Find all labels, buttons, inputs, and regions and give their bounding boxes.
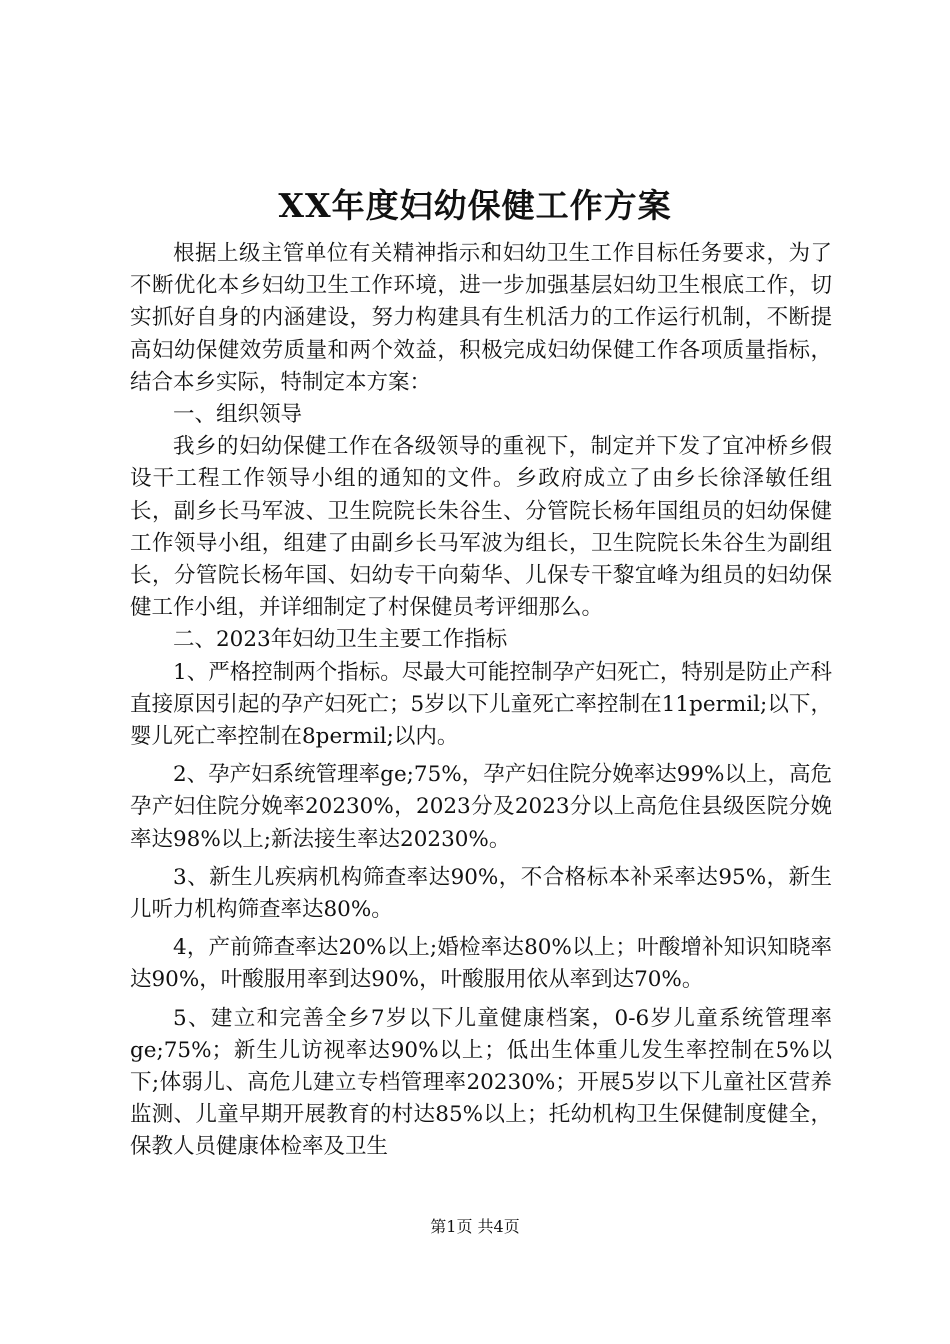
indicator-item-4: 4，产前筛查率达20%以上;婚检率达80%以上；叶酸增补知识知晓率达90%，叶酸服用率到达90%，叶酸服用依从率到达70%。 [130, 935, 832, 993]
document-title: XX年度妇幼保健工作方案 [278, 186, 672, 225]
intro-paragraph: 根据上级主管单位有关精神指示和妇幼卫生工作目标任务要求，为了不断优化本乡妇幼卫生工作环境，进一步加强基层妇幼卫生根底工作，切实抓好自身的内涵建设，努力构建具有生机活力的工作运行机制，不断提高妇幼保健效劳质量和两个效益，积极完成妇幼保健工作各项质量指标，结合本乡实际，特制定本方案： [130, 241, 832, 395]
section-heading-indicators: 二、2023年妇幼卫生主要工作指标 [173, 627, 508, 653]
page-number-footer: 第1页 共4页 [430, 1217, 520, 1236]
section-heading-organization: 一、组织领导 [173, 402, 303, 428]
document-body [130, 238, 832, 1164]
indicator-item-1: 1、严格控制两个指标。尽最大可能控制孕产妇死亡，特别是防止产科直接原因引起的孕产妇死亡；5岁以下儿童死亡率控制在11permil;以下，婴儿死亡率控制在8permil;以内。 [130, 659, 832, 750]
indicator-item-5: 5、建立和完善全乡7岁以下儿童健康档案，0-6岁儿童系统管理率ge;75%；新生儿访视率达90%以上；低出生体重儿发生率控制在5%以下;体弱儿、高危儿建立专档管理率20230%；开展5岁以下儿童社区营养监测、儿童早期开展教育的村达85%以上；托幼机构卫生保健制度健全，保教人员健康体检率及卫生 [130, 1005, 832, 1160]
indicator-item-3: 3、新生儿疾病机构筛查率达90%，不合格标本补采率达95%，新生儿听力机构筛查率达80%。 [130, 864, 832, 923]
organization-paragraph: 我乡的妇幼保健工作在各级领导的重视下，制定并下发了宜冲桥乡假设干工程工作领导小组的通知的文件。乡政府成立了由乡长徐泽敏任组长，副乡长马军波、卫生院院长朱谷生、分管院长杨年国组员的妇幼保健工作领导小组，组建了由副乡长马军波为组长，卫生院院长朱谷生为副组长，分管院长杨年国、妇幼专干向菊华、儿保专干黎宜峰为组员的妇幼保健工作小组，并详细制定了村保健员考评细那么。 [130, 434, 832, 621]
indicator-item-2: 2、孕产妇系统管理率ge;75%，孕产妇住院分娩率达99%以上，高危孕产妇住院分娩率20230%，2023分及2023分以上高危住县级医院分娩率达98%以上;新法接生率达20230%。 [130, 762, 832, 852]
